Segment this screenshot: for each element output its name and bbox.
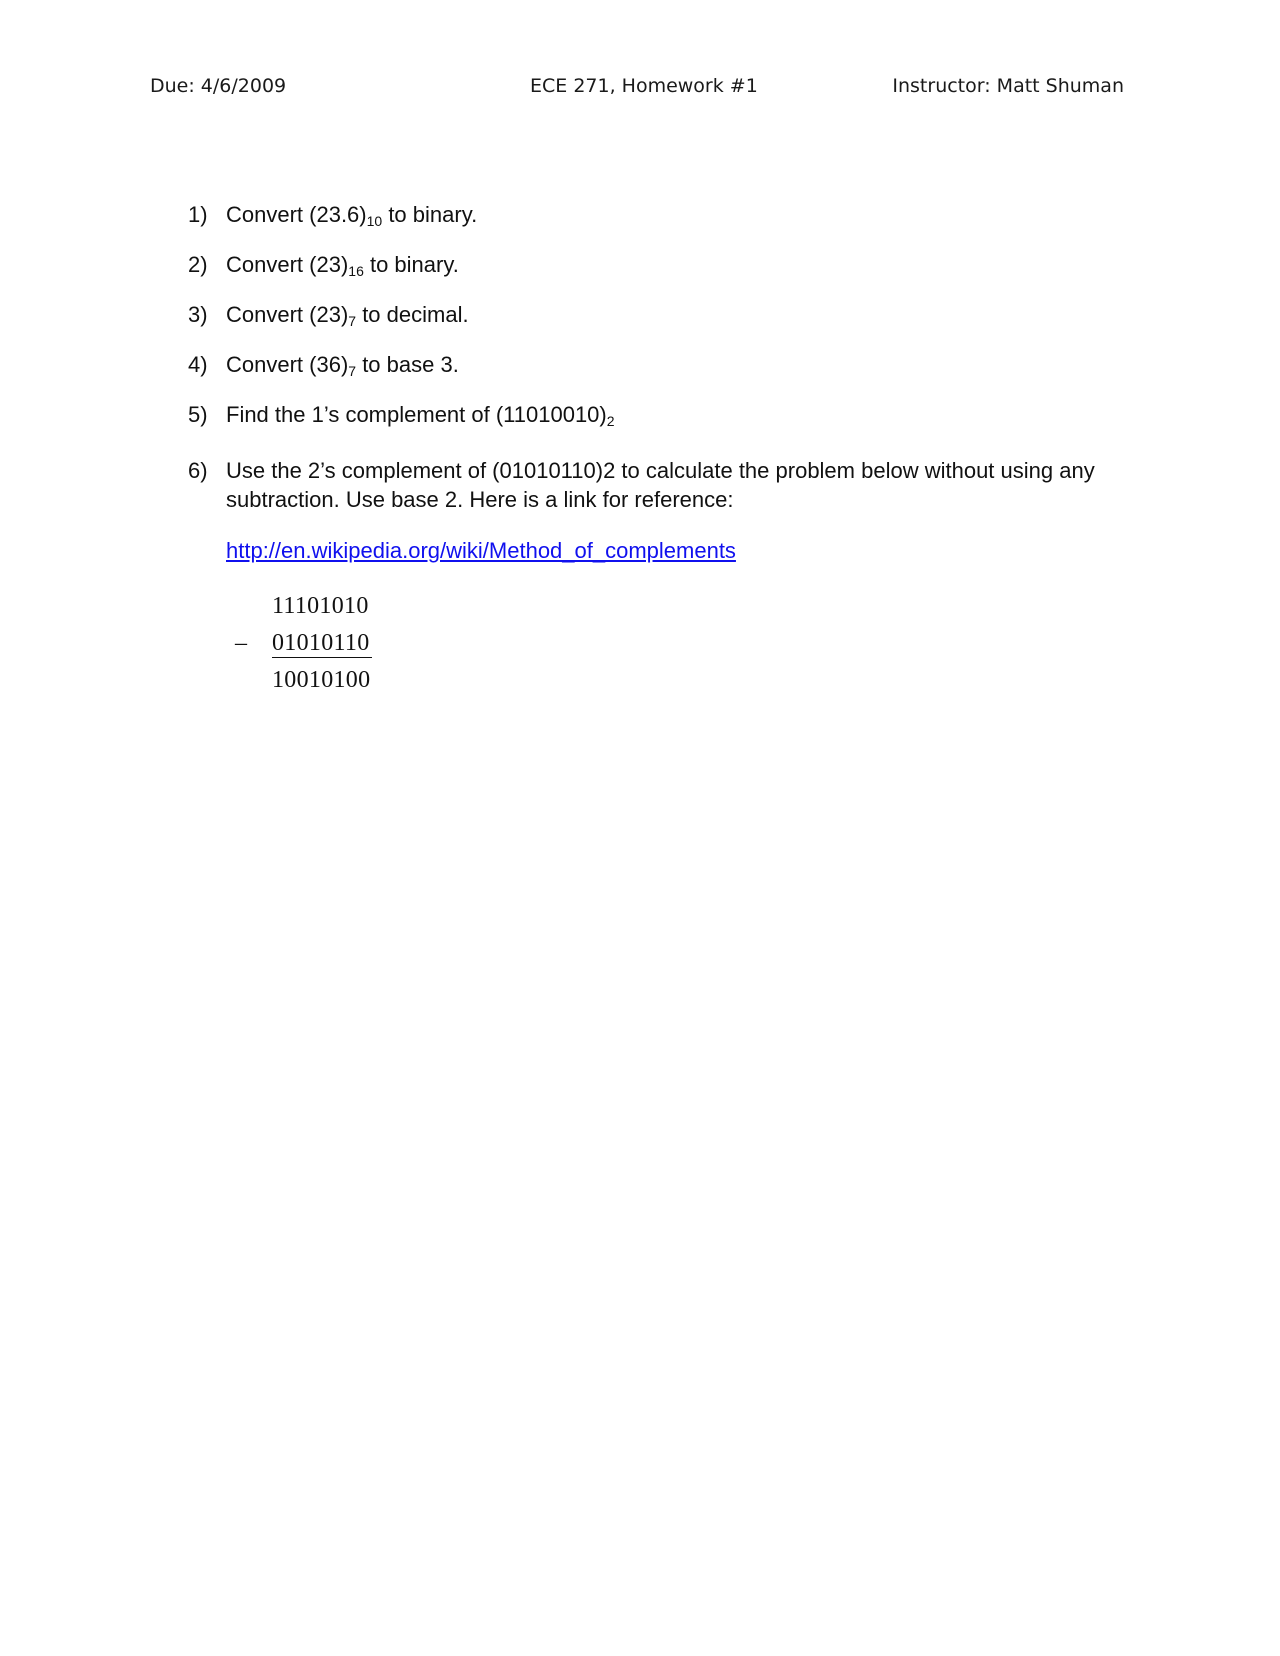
problem-number: 3) bbox=[188, 302, 208, 327]
problem-text: Convert $(23)_{16}$ to binary. bbox=[226, 252, 459, 279]
problem-text: Convert $(36)_7$ to base 3. bbox=[226, 352, 459, 379]
course-title: ECE 271, Homework #1 bbox=[530, 75, 758, 97]
problem-text: Convert $(23.6)_{10}$ to binary. bbox=[226, 202, 478, 229]
problem-number: 2) bbox=[188, 252, 208, 277]
problem-number: 5) bbox=[188, 402, 208, 427]
reference-link[interactable]: http://en.wikipedia.org/wiki/Method_of_complements bbox=[226, 538, 736, 563]
due-date: Due: 4/6/2009 bbox=[150, 75, 287, 97]
minuend: 11101010 bbox=[272, 593, 369, 619]
result: 10010100 bbox=[272, 667, 371, 693]
problem-text: Find the 1’s complement of $(11010010)_2$ bbox=[226, 402, 615, 429]
problem-text: Use the 2’s complement of (01010110)2 to calculate the problem below without using any subtraction. Use base 2. Here is a link for reference: bbox=[226, 458, 1095, 512]
problem-number: 4) bbox=[188, 352, 208, 377]
instructor-name: Instructor: Matt Shuman bbox=[892, 75, 1124, 97]
problem-number: 6) bbox=[188, 458, 208, 483]
subtrahend: 01010110 bbox=[272, 630, 370, 656]
sum-line bbox=[272, 657, 372, 658]
minus-sign: – bbox=[235, 630, 247, 656]
problem-text: Convert $(23)_7$ to decimal. bbox=[226, 302, 469, 329]
problem-number: 1) bbox=[188, 202, 208, 227]
